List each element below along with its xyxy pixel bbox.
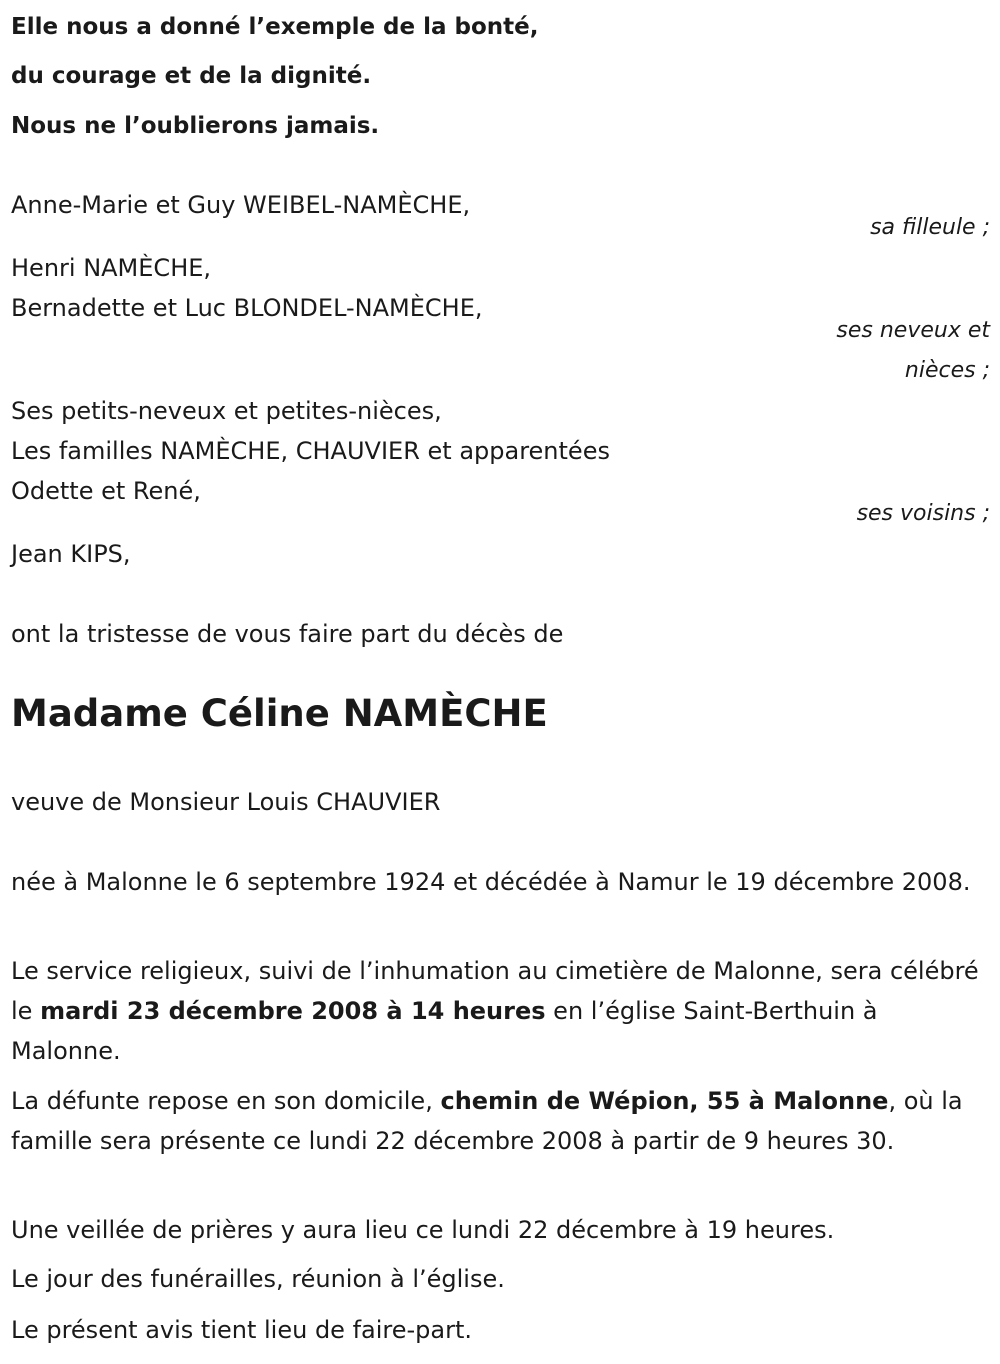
- mourner-neighbors: Odette et René,: [11, 477, 201, 505]
- epitaph-line: Nous ne l’oublierons jamais.: [11, 113, 380, 139]
- relation-goddaughter: sa filleule ;: [870, 215, 990, 240]
- mourner-nephew: Bernadette et Luc BLONDEL-NAMÈCHE,: [11, 294, 483, 322]
- repose-text: La défunte repose en son domicile,: [11, 1087, 441, 1115]
- service-text: Le service religieux, suivi de l’inhumation au cimetière de Malonne, sera célébré le: [11, 957, 979, 1025]
- mourner-families: Les familles NAMÈCHE, CHAUVIER et apparentées: [11, 437, 610, 465]
- announcement: ont la tristesse de vous faire part du décès de: [11, 620, 564, 648]
- service-text: en l’église Saint-Berthuin à Malonne.: [11, 997, 878, 1065]
- repose-paragraph: [11, 1081, 986, 1161]
- mourner-nephew: Henri NAMÈCHE,: [11, 254, 212, 282]
- repose-text: , où la famille sera présente ce lundi 22 décembre 2008 à partir de 9 heures 30.: [11, 1087, 963, 1155]
- birth-death-paragraph: née à Malonne le 6 septembre 1924 et décédée à Namur le 19 décembre 2008.: [11, 868, 971, 896]
- relation-nephews: ses neveux et: [836, 318, 990, 343]
- relation-neighbors: ses voisins ;: [856, 501, 990, 526]
- repose-address: chemin de Wépion, 55 à Malonne: [440, 1087, 889, 1115]
- service-paragraph: [11, 951, 986, 1071]
- service-date: mardi 23 décembre 2008 à 14 heures: [40, 997, 546, 1025]
- mourner-goddaughter: Anne-Marie et Guy WEIBEL-NAMÈCHE,: [11, 191, 471, 219]
- notice-paragraph: Le présent avis tient lieu de faire-part.: [11, 1316, 473, 1344]
- widow-of: veuve de Monsieur Louis CHAUVIER: [11, 788, 441, 816]
- relation-nephews: nièces ;: [904, 358, 990, 383]
- epitaph-line: du courage et de la dignité.: [11, 63, 372, 89]
- mourner-friend: Jean KIPS,: [11, 540, 131, 568]
- funeral-day-paragraph: Le jour des funérailles, réunion à l’église.: [11, 1265, 505, 1293]
- vigil-paragraph: Une veillée de prières y aura lieu ce lundi 22 décembre à 19 heures.: [11, 1216, 835, 1244]
- epitaph-line: Elle nous a donné l’exemple de la bonté,: [11, 14, 539, 40]
- mourner-grand-nephews: Ses petits-neveux et petites-nièces,: [11, 397, 442, 425]
- deceased-name: Madame Céline NAMÈCHE: [11, 692, 548, 735]
